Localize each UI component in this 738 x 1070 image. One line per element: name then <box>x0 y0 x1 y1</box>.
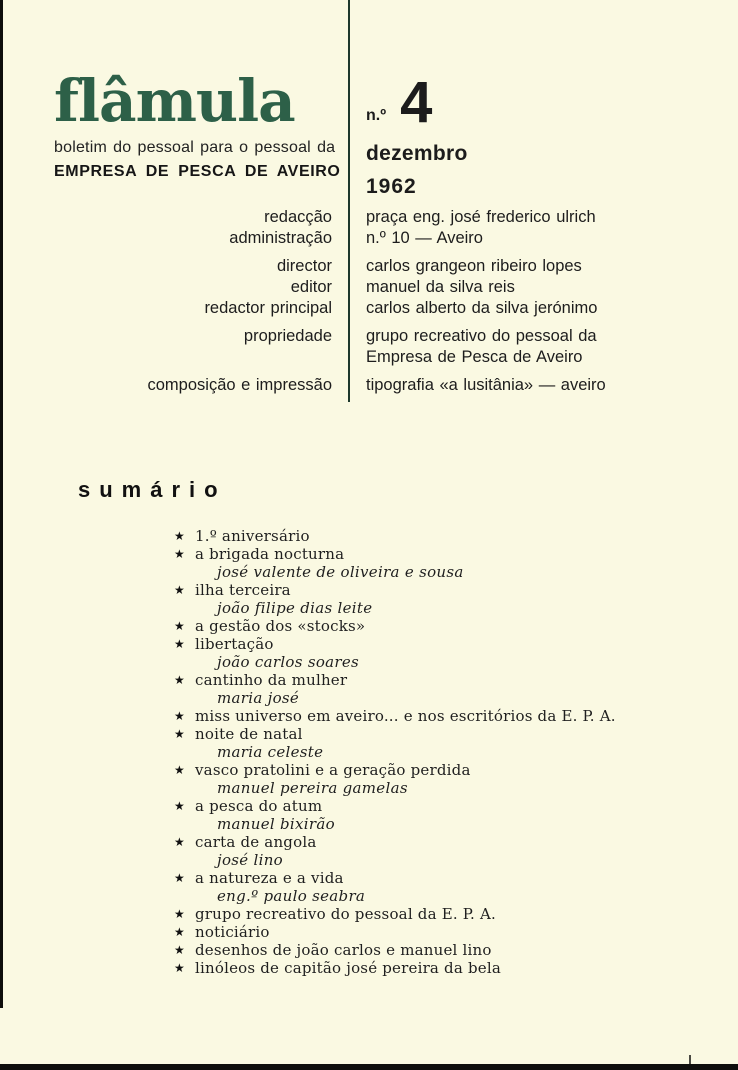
summary-item-title-line <box>174 581 714 599</box>
masthead-row <box>0 207 738 249</box>
summary-item <box>174 923 714 941</box>
issue-number-line <box>366 70 468 135</box>
star-icon: ★ <box>174 763 185 777</box>
summary-item-author: manuel pereira gamelas <box>217 779 408 797</box>
masthead-values <box>332 375 738 396</box>
masthead-values <box>332 326 738 368</box>
star-icon: ★ <box>174 547 185 561</box>
summary-item-title: vasco pratolini e a geração perdida <box>195 761 471 779</box>
summary-item-author: manuel bixirão <box>217 815 335 833</box>
summary-item-title: desenhos de joão carlos e manuel lino <box>195 941 492 959</box>
summary-item <box>174 581 714 617</box>
masthead-label: redacção <box>264 208 332 226</box>
summary-item <box>174 905 714 923</box>
summary-item-author: maria josé <box>217 689 300 707</box>
issue-block <box>366 70 468 199</box>
summary-item-author: eng.º paulo seabra <box>217 887 366 905</box>
masthead-labels <box>0 326 332 368</box>
scan-edge-tick <box>689 1055 691 1064</box>
summary-item <box>174 833 714 869</box>
masthead-label: director <box>276 257 332 275</box>
summary-item-title: linóleos de capitão josé pereira da bela <box>195 959 501 977</box>
summary-item-title-line <box>174 959 714 977</box>
summary-item-title: a brigada nocturna <box>195 545 345 563</box>
summary-item-author: josé lino <box>217 851 284 869</box>
star-icon: ★ <box>174 943 185 957</box>
page-title: flâmula <box>54 67 295 135</box>
tagline: boletim do pessoal para o pessoal da <box>54 139 336 156</box>
star-icon: ★ <box>174 727 185 741</box>
summary-item-title-line <box>174 725 714 743</box>
summary-item-title-line <box>174 833 714 851</box>
summary-item-author: maria celeste <box>217 743 324 761</box>
summary-item <box>174 941 714 959</box>
summary-item <box>174 959 714 977</box>
masthead-label: administração <box>229 229 332 247</box>
star-icon: ★ <box>174 799 185 813</box>
masthead-value: tipografia «a lusitânia» — aveiro <box>366 376 606 394</box>
star-icon: ★ <box>174 637 185 651</box>
masthead-label: redactor principal <box>204 299 332 317</box>
summary-item <box>174 617 714 635</box>
issue-month: dezembro <box>366 142 468 165</box>
summary-item-title-line <box>174 545 714 563</box>
star-icon: ★ <box>174 961 185 975</box>
masthead <box>0 207 738 403</box>
summary-item-title: noticiário <box>195 923 270 941</box>
summary-item-title-line <box>174 635 714 653</box>
summary-item-title: cantinho da mulher <box>195 671 348 689</box>
masthead-labels <box>0 375 332 396</box>
star-icon: ★ <box>174 871 185 885</box>
masthead-value: n.º 10 — Aveiro <box>366 229 483 247</box>
summary-item-author: joão filipe dias leite <box>217 599 373 617</box>
masthead-values <box>332 207 738 249</box>
masthead-value: carlos alberto da silva jerónimo <box>366 299 598 317</box>
summary-item-title-line <box>174 617 714 635</box>
summary-item-title: 1.º aniversário <box>195 527 310 545</box>
masthead-header <box>54 67 341 181</box>
star-icon: ★ <box>174 529 185 543</box>
masthead-value: Empresa de Pesca de Aveiro <box>366 348 583 366</box>
summary-item-title: libertação <box>195 635 274 653</box>
masthead-value: grupo recreativo do pessoal da <box>366 327 597 345</box>
masthead-value: carlos grangeon ribeiro lopes <box>366 257 582 275</box>
summary-item <box>174 707 714 725</box>
masthead-value: manuel da silva reis <box>366 278 515 296</box>
summary-item <box>174 671 714 707</box>
masthead-label: propriedade <box>243 327 332 345</box>
star-icon: ★ <box>174 907 185 921</box>
summary-item-title-line <box>174 797 714 815</box>
summary-item-title-line <box>174 761 714 779</box>
masthead-value: praça eng. josé frederico ulrich <box>366 208 596 226</box>
summary-item <box>174 761 714 797</box>
issue-number: 4 <box>400 70 433 135</box>
star-icon: ★ <box>174 673 185 687</box>
summary-item-title-line <box>174 671 714 689</box>
summary-heading: sumário <box>78 477 227 502</box>
masthead-labels <box>0 207 332 249</box>
summary-item-author: joão carlos soares <box>217 653 360 671</box>
scan-edge-bottom <box>0 1064 738 1070</box>
summary-item-title: ilha terceira <box>195 581 291 599</box>
star-icon: ★ <box>174 619 185 633</box>
summary-item-title-line <box>174 869 714 887</box>
scan-edge-left <box>0 0 3 1008</box>
summary-item-title-line <box>174 941 714 959</box>
masthead-labels <box>0 256 332 319</box>
masthead-values <box>332 256 738 319</box>
masthead-row <box>0 326 738 368</box>
masthead-row <box>0 256 738 319</box>
summary-item-title: a pesca do atum <box>195 797 323 815</box>
summary-item-title: miss universo em aveiro... e nos escritórios da E. P. A. <box>195 707 616 725</box>
star-icon: ★ <box>174 925 185 939</box>
masthead-label: editor <box>290 278 332 296</box>
masthead-row <box>0 375 738 396</box>
issue-number-label: n.º <box>366 107 387 124</box>
summary-item-title: grupo recreativo do pessoal da E. P. A. <box>195 905 496 923</box>
summary-item <box>174 797 714 833</box>
summary-item-title: a natureza e a vida <box>195 869 344 887</box>
summary-item <box>174 545 714 581</box>
summary-item-author: josé valente de oliveira e sousa <box>217 563 464 581</box>
issue-year: 1962 <box>366 175 417 198</box>
summary-item <box>174 527 714 545</box>
star-icon: ★ <box>174 709 185 723</box>
summary-item-title-line <box>174 527 714 545</box>
summary-item-title: noite de natal <box>195 725 303 743</box>
masthead-label: composição e impressão <box>147 376 332 394</box>
summary-list <box>174 527 714 977</box>
summary-item <box>174 725 714 761</box>
summary-item-title: carta de angola <box>195 833 317 851</box>
summary-item-title-line <box>174 905 714 923</box>
summary-item <box>174 869 714 905</box>
summary-item-title: a gestão dos «stocks» <box>195 617 366 635</box>
summary-item <box>174 635 714 671</box>
star-icon: ★ <box>174 835 185 849</box>
summary-item-title-line <box>174 707 714 725</box>
organization-name: EMPRESA DE PESCA DE AVEIRO <box>54 163 341 180</box>
summary-item-title-line <box>174 923 714 941</box>
star-icon: ★ <box>174 583 185 597</box>
